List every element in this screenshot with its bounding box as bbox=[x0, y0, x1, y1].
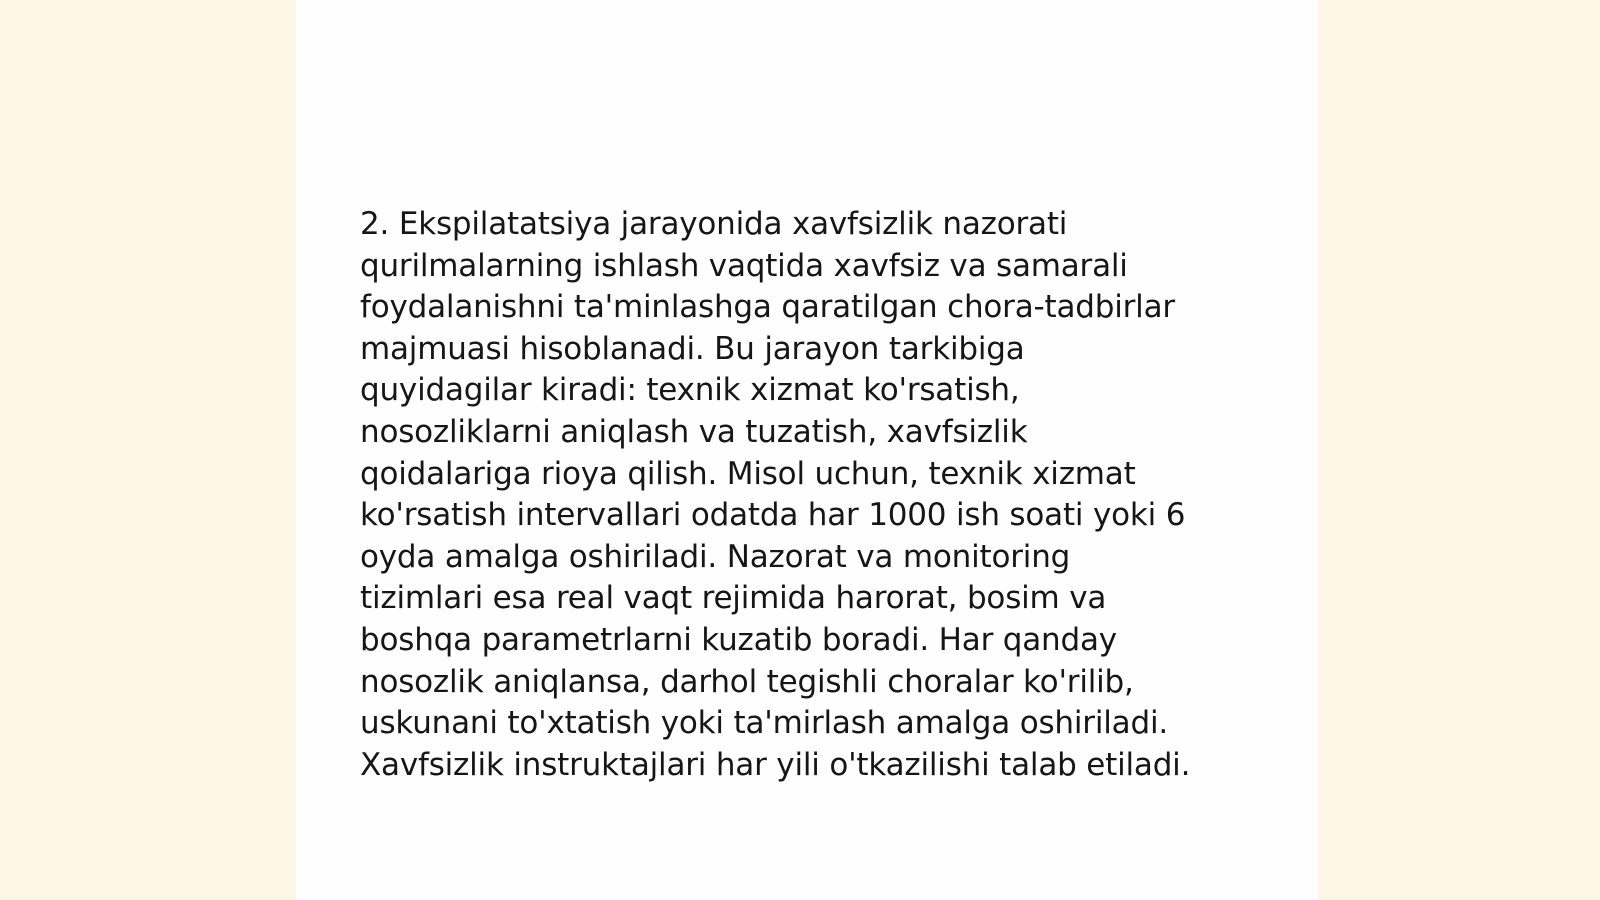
paragraph-line: majmuasi hisoblanadi. Bu jarayon tarkibiga bbox=[360, 330, 1025, 367]
slide-page bbox=[296, 0, 1318, 900]
paragraph-line: tizimlari esa real vaqt rejimida harorat, bosim va bbox=[360, 580, 1107, 617]
body-paragraph bbox=[360, 204, 1240, 786]
paragraph-line: Xavfsizlik instruktajlari har yili o'tkazilishi talab etiladi. bbox=[360, 746, 1191, 783]
paragraph-line: qoidalariga rioya qilish. Misol uchun, texnik xizmat bbox=[360, 455, 1136, 492]
paragraph-line: oyda amalga oshiriladi. Nazorat va monitoring bbox=[360, 538, 1071, 575]
paragraph-line: 2. Ekspilatatsiya jarayonida xavfsizlik nazorati bbox=[360, 206, 1068, 242]
paragraph-line: boshqa parametrlarni kuzatib boradi. Har qanday bbox=[360, 621, 1117, 658]
paragraph-line: nosozlik aniqlansa, darhol tegishli choralar ko'rilib, bbox=[360, 663, 1134, 700]
paragraph-line: qurilmalarning ishlash vaqtida xavfsiz va samarali bbox=[360, 247, 1128, 284]
paragraph-line: uskunani to'xtatish yoki ta'mirlash amalga oshiriladi. bbox=[360, 705, 1169, 742]
paragraph-line: foydalanishni ta'minlashga qaratilgan chora-tadbirlar bbox=[360, 289, 1175, 326]
paragraph-line: nosozliklarni aniqlash va tuzatish, xavfsizlik bbox=[360, 413, 1028, 450]
paragraph-line: ko'rsatish intervallari odatda har 1000 ish soati yoki 6 bbox=[360, 497, 1186, 534]
paragraph-line: quyidagilar kiradi: texnik xizmat ko'rsatish, bbox=[360, 372, 1020, 409]
